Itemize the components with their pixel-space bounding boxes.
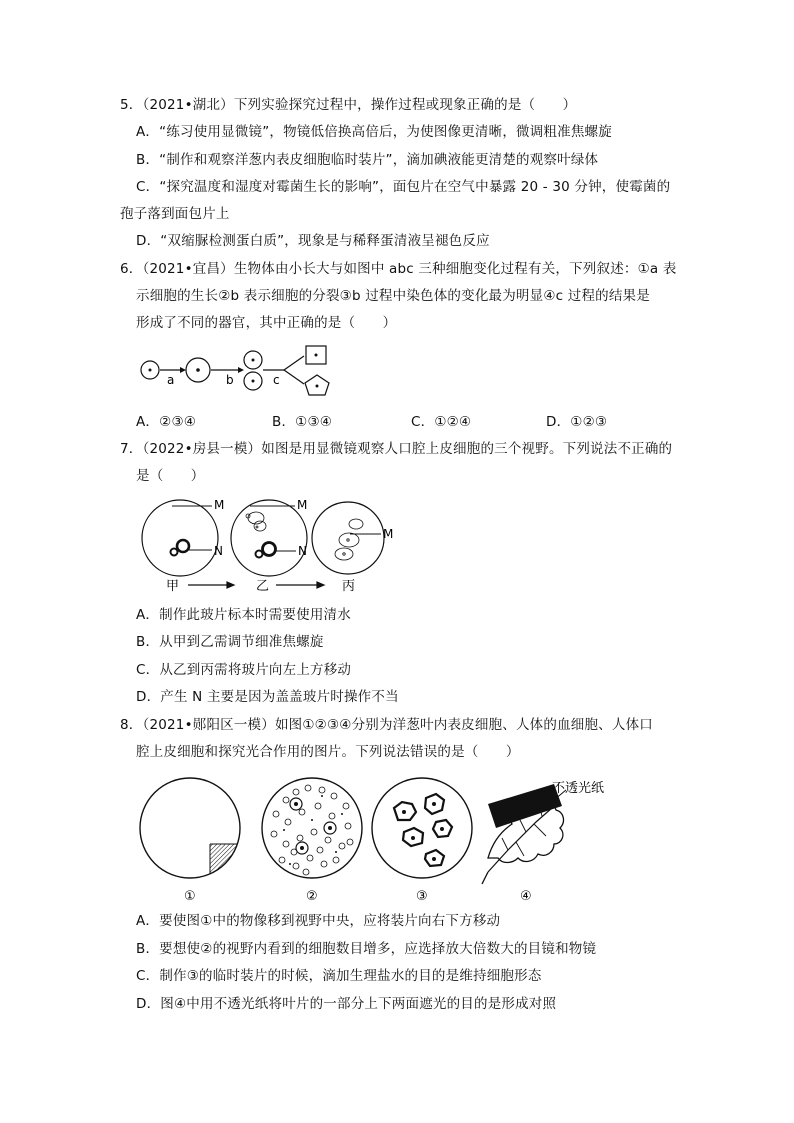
q6-label-b: b bbox=[226, 373, 234, 387]
q5-option-b: B．“制作和观察洋葱内表皮细胞临时装片”，滴加碘液能更清楚的观察叶绿体 bbox=[136, 152, 599, 168]
q6-label-c: c bbox=[273, 373, 280, 387]
q7-microscope-views-figure bbox=[136, 494, 426, 598]
q7-label-n1: N bbox=[214, 544, 223, 558]
q7-option-b: B．从甲到乙需调节细准焦螺旋 bbox=[136, 634, 324, 650]
q6-option-a: A．②③④ bbox=[136, 414, 197, 430]
q5-stem: 5．（2021•湖北）下列实验探究过程中，操作过程或现象正确的是（ ） bbox=[120, 97, 577, 113]
q7-option-c: C．从乙到丙需将玻片向左上方移动 bbox=[136, 662, 352, 678]
q8-fig3-epithelial-view bbox=[372, 778, 472, 878]
q6-cell-process-figure bbox=[136, 340, 356, 400]
q8-figure-set bbox=[136, 772, 636, 906]
q8-label-paper: 不透光纸 bbox=[552, 781, 605, 796]
q6-label-a: a bbox=[167, 373, 175, 387]
q5-option-c: C．“探究温度和湿度对霉菌生长的影响”，面包片在空气中暴露 20 - 30 分钟，使霉菌的 bbox=[136, 179, 671, 195]
q7-label-m1: M bbox=[214, 498, 225, 512]
q7-stem-line2: 是（ ） bbox=[136, 468, 205, 484]
q6-option-c: C．①②④ bbox=[411, 414, 472, 430]
q8-fig2-blood-view bbox=[262, 778, 362, 878]
q7-label-m2: M bbox=[297, 498, 308, 512]
q8-label-2: ② bbox=[306, 889, 318, 904]
q8-fig4-leaf bbox=[482, 784, 566, 884]
q6-option-b: B．①③④ bbox=[272, 414, 333, 430]
q8-option-b: B．要想使②的视野内看到的细胞数目增多，应选择放大倍数大的目镜和物镜 bbox=[136, 941, 597, 957]
q7-option-d: D．产生 N 主要是因为盖盖玻片时操作不当 bbox=[136, 689, 399, 705]
q7-caption-jia: 甲 bbox=[166, 579, 180, 594]
q5-option-d: D．“双缩脲检测蛋白质”，现象是与稀释蛋清液呈褪色反应 bbox=[136, 233, 490, 249]
q5-option-c-cont: 孢子落到面包片上 bbox=[120, 206, 230, 222]
q8-option-c: C．制作③的临时装片的时候，滴加生理盐水的目的是维持细胞形态 bbox=[136, 968, 542, 984]
q8-option-a: A．要使图①中的物像移到视野中央，应将装片向右下方移动 bbox=[136, 913, 501, 929]
q8-option-d: D．图④中用不透光纸将叶片的一部分上下两面遮光的目的是形成对照 bbox=[136, 996, 557, 1012]
q8-label-4: ④ bbox=[520, 889, 532, 904]
q6-stem-line1: 6．（2021•宜昌）生物体由小长大与如图中 abc 三种细胞变化过程有关，下列叙述：①a 表 bbox=[120, 261, 677, 277]
q7-caption-bing: 丙 bbox=[342, 579, 356, 594]
q8-label-1: ① bbox=[184, 889, 196, 904]
q8-fig1-view bbox=[140, 778, 250, 884]
q5-option-a: A．“练习使用显微镜”，物镜低倍换高倍后，为使图像更清晰，微调粗准焦螺旋 bbox=[136, 124, 612, 140]
q6-option-d: D．①②③ bbox=[546, 414, 608, 430]
q8-stem-line1: 8．（2021•郧阳区一模）如图①②③④分别为洋葱叶内表皮细胞、人体的血细胞、人体口 bbox=[120, 717, 653, 733]
q8-label-3: ③ bbox=[416, 889, 428, 904]
q6-stem-line3: 形成了不同的器官，其中正确的是（ ） bbox=[136, 315, 397, 331]
q7-label-n2: N bbox=[298, 544, 307, 558]
q7-stem-line1: 7．（2022•房县一模）如图是用显微镜观察人口腔上皮细胞的三个视野。下列说法不正确的 bbox=[120, 441, 673, 457]
q8-stem-line2: 腔上皮细胞和探究光合作用的图片。下列说法错误的是（ ） bbox=[136, 744, 520, 760]
q6-stem-line2: 示细胞的生长②b 表示细胞的分裂③b 过程中染色体的变化最为明显④c 过程的结果是 bbox=[136, 288, 650, 304]
q7-label-m3: M bbox=[383, 527, 394, 541]
q7-option-a: A．制作此玻片标本时需要使用清水 bbox=[136, 607, 351, 623]
q7-caption-yi: 乙 bbox=[256, 579, 270, 594]
